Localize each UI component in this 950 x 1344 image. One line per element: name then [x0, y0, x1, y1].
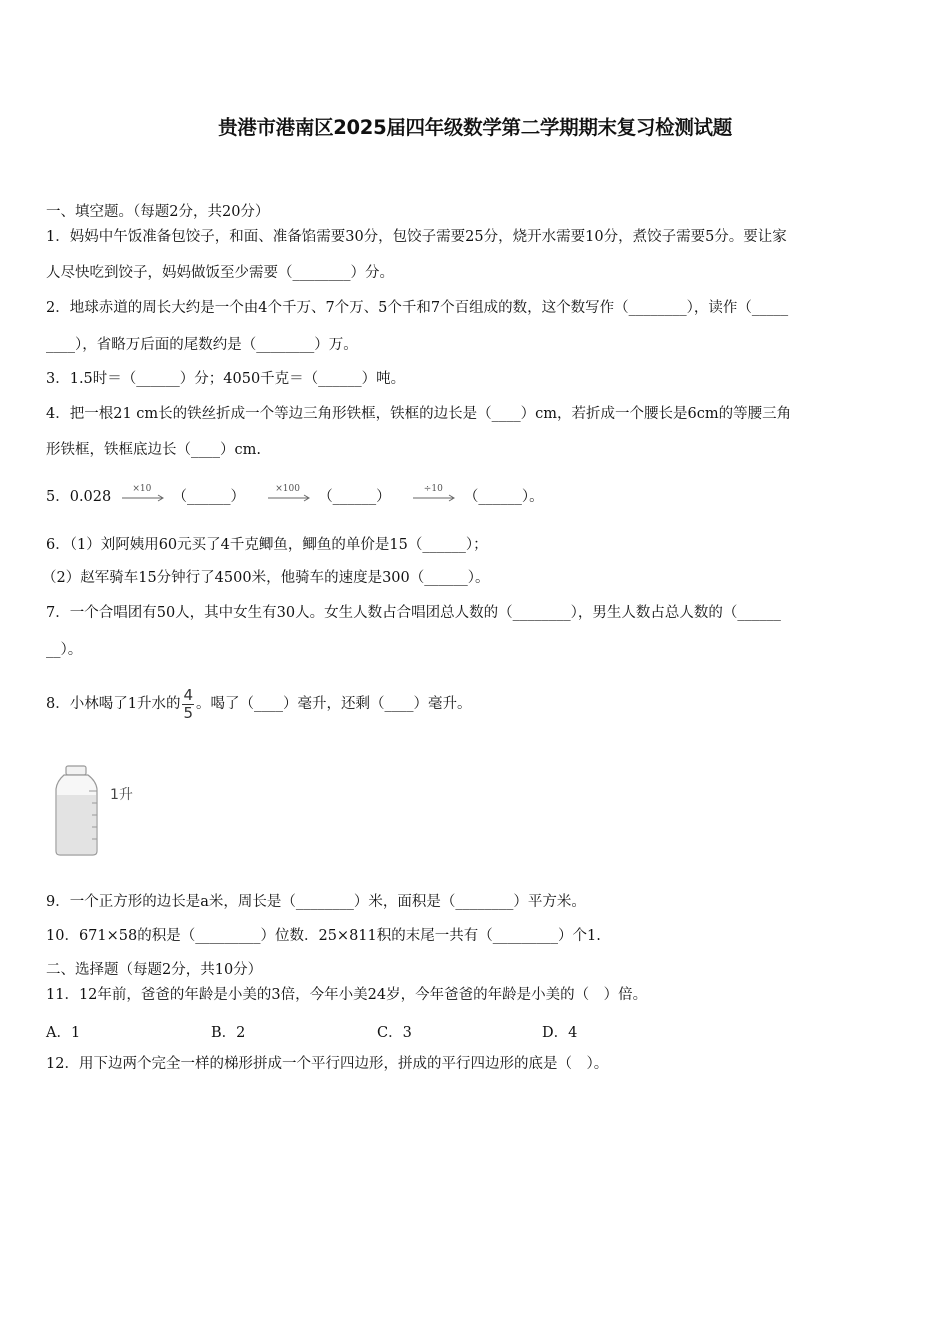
question-2-line-2: ____），省略万后面的尾数约是（________）万。 [46, 337, 358, 353]
multiply-10-arrow [116, 484, 168, 506]
question-8-after: 。喝了（____）毫升，还剩（____）毫升。 [196, 696, 472, 712]
fraction-denominator: 5 [183, 703, 193, 722]
question-3: 3．1.5时＝（______）分；4050千克＝（______）吨。 [46, 371, 406, 387]
section-choice-heading: 二、选择题（每题2分，共10分） [46, 962, 263, 978]
question-12: 12．用下边两个完全一样的梯形拼成一个平行四边形，拼成的平行四边形的底是（ ）。 [46, 1056, 609, 1072]
question-8-before: 8．小林喝了1升水的 [46, 696, 181, 712]
question-4-line-1: 4．把一根21 cm长的铁丝折成一个等边三角形铁框，铁框的边长是（____）cm，若折成一个腰长是6cm的等腰三角 [46, 406, 792, 422]
question-5 [46, 484, 544, 506]
question-1-line-1: 1．妈妈中午饭准备包饺子，和面、准备馅需要30分，包饺子需要25分，烧开水需要10分，煮饺子需要5分。要让家 [46, 229, 787, 245]
divide-10-arrow [407, 484, 459, 506]
divide-10-label: ÷10 [423, 484, 443, 494]
option-c[interactable]: C．3 [377, 1025, 412, 1041]
arrow-right-icon [262, 494, 314, 502]
water-bottle-icon [52, 765, 102, 857]
question-11: 11．12年前，爸爸的年龄是小美的3倍，今年小美24岁，今年爸爸的年龄是小美的（ ）倍。 [46, 987, 648, 1003]
question-6-line-1: 6．（1）刘阿姨用60元买了4千克鲫鱼，鲫鱼的单价是15（______）； [46, 537, 488, 553]
question-7-line-2: __）。 [46, 642, 83, 658]
question-2-line-1: 2．地球赤道的周长大约是一个由4个千万、7个万、5个千和7个百组成的数，这个数写作（________），读作（_____ [46, 300, 789, 316]
question-9: 9．一个正方形的边长是a米，周长是（________）米，面积是（________）平方米。 [46, 894, 586, 910]
question-7-line-1: 7．一个合唱团有50人，其中女生有30人。女生人数占合唱团总人数的（________），男生人数占总人数的（______ [46, 605, 781, 621]
fraction-four-fifths [182, 687, 194, 722]
arrow-right-icon [407, 494, 459, 502]
option-a[interactable]: A．1 [46, 1025, 81, 1041]
question-4-line-2: 形铁框，铁框底边长（____）cm. [46, 442, 261, 458]
option-d[interactable]: D．4 [542, 1025, 578, 1041]
multiply-100-arrow [262, 484, 314, 506]
exam-title: 贵港市港南区2025届四年级数学第二学期期末复习检测试题 [218, 116, 732, 139]
question-1-line-2: 人尽快吃到饺子，妈妈做饭至少需要（________）分。 [46, 265, 394, 281]
option-b[interactable]: B．2 [211, 1025, 246, 1041]
question-5-blank-2: （______） [318, 489, 391, 505]
fraction-numerator: 4 [183, 685, 193, 704]
question-5-blank-1: （______） [172, 489, 245, 505]
arrow-right-icon [116, 494, 168, 502]
multiply-100-label: ×100 [275, 484, 300, 494]
multiply-10-label: ×10 [132, 484, 152, 494]
question-6-line-2: （2）赵军骑车15分钟行了4500米，他骑车的速度是300（______）。 [42, 570, 490, 586]
bottle-label: 1升 [110, 787, 133, 803]
question-5-blank-3: （______）。 [463, 489, 544, 505]
question-8 [46, 684, 472, 724]
section-fill-in-heading: 一、填空题。（每题2分，共20分） [46, 204, 270, 220]
question-5-start: 5．0.028 [46, 489, 112, 505]
question-10: 10．671×58的积是（_________）位数．25×811积的末尾一共有（_________）个1. [46, 928, 601, 944]
